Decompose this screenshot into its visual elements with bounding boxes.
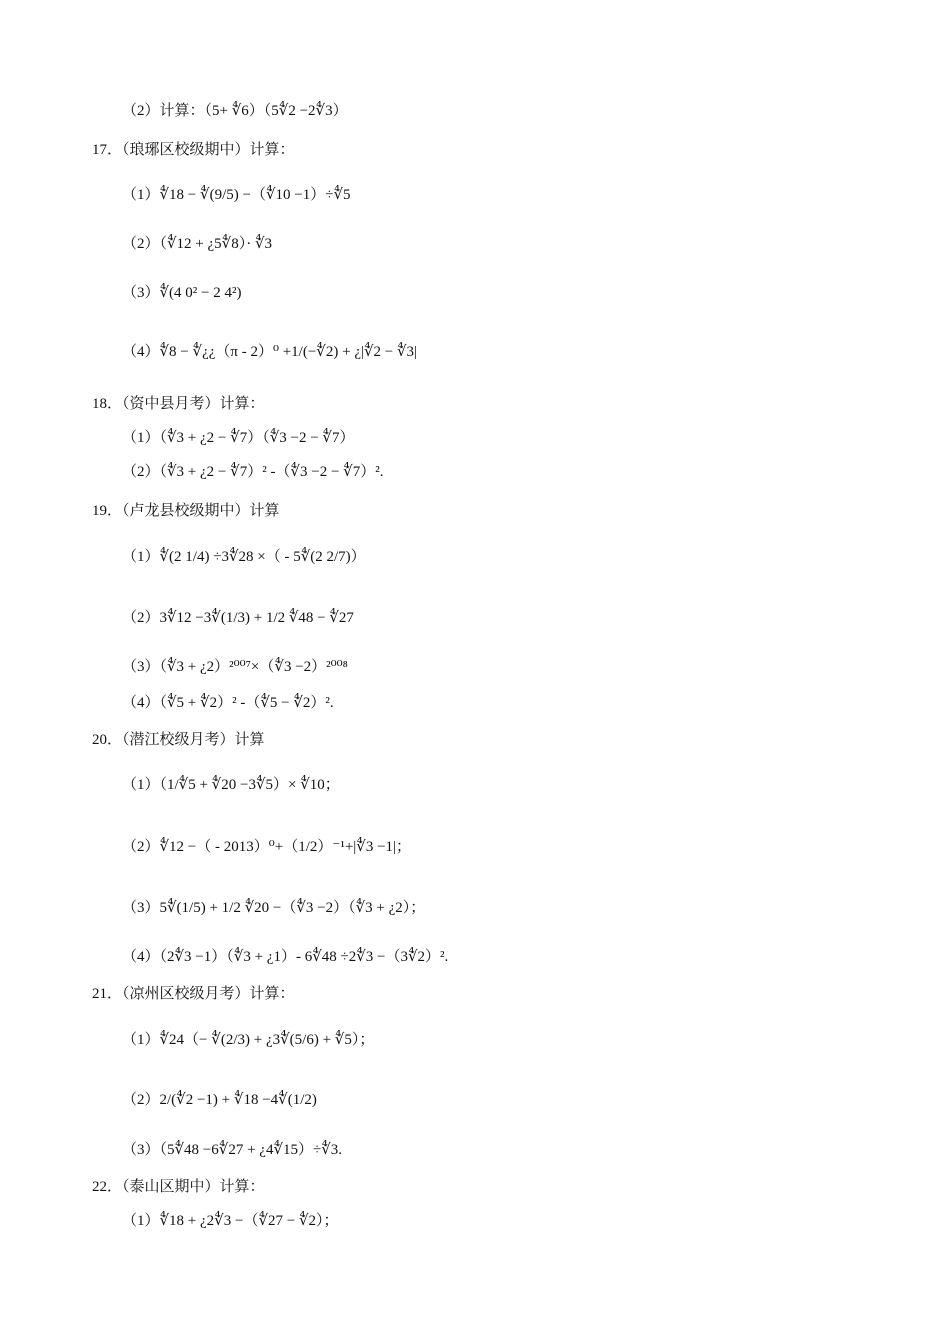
sub-problem: （1）∜18 + ¿2∜3 −（∜27 − ∜2）； [122, 1213, 339, 1229]
sub-problem: （2）3∜12 −3∜(1/3) + 1/2 ∜48 − ∜27 [122, 610, 354, 626]
sub-problem: （1）（∜3 + ¿2 − ∜7）（∜3 −2 − ∜7） [122, 430, 355, 446]
problem-heading: 20．（潜江校级月考）计算 [92, 732, 265, 748]
sub-problem: （1）∜(2 1/4) ÷3∜28 ×（ - 5∜(2 2/7)） [122, 549, 366, 565]
sub-problem: （1）∜24（− ∜(2/3) + ¿3∜(5/6) + ∜5）； [122, 1032, 375, 1048]
sub-problem: （3）（5∜48 −6∜27 + ¿4∜15）÷∜3. [122, 1142, 343, 1158]
sub-problem: （2）计算：（5+ ∜6）（5∜2 −2∜3） [122, 103, 348, 119]
sub-problem: （4）（2∜3 −1）（∜3 + ¿1）- 6∜48 ÷2∜3 −（3∜2）². [122, 949, 449, 965]
problem-heading: 22．（泰山区期中）计算： [92, 1179, 265, 1195]
sub-problem: （4）（∜5 + ∜2）² -（∜5 − ∜2）². [122, 695, 334, 711]
sub-problem: （2）（∜3 + ¿2 − ∜7）² -（∜3 −2 − ∜7）². [122, 464, 384, 480]
sub-problem: （3）（∜3 + ¿2）²⁰⁰⁷×（∜3 −2）²⁰⁰⁸ [122, 659, 348, 675]
sub-problem: （3）∜(4 0² − 2 4²) [122, 285, 242, 301]
sub-problem: （2）2/(∜2 −1) + ∜18 −4∜(1/2) [122, 1092, 317, 1108]
problem-heading: 19．（卢龙县校级期中）计算 [92, 503, 280, 519]
sub-problem: （2）（∜12 + ¿5∜8）· ∜3 [122, 236, 273, 252]
sub-problem: （1）∜18 − ∜(9/5) −（∜10 −1）÷∜5 [122, 187, 351, 203]
problem-heading: 18．（资中县月考）计算： [92, 396, 265, 412]
problem-heading: 21．（凉州区校级月考）计算： [92, 986, 295, 1002]
problem-heading: 17．（琅琊区校级期中）计算： [92, 142, 295, 158]
sub-problem: （1）（1/∜5 + ∜20 −3∜5）× ∜10； [122, 777, 340, 793]
sub-problem: （4）∜8 − ∜¿¿（π - 2）⁰ +1/(−∜2) + ¿|∜2 − ∜3| [122, 344, 418, 360]
sub-problem: （3）5∜(1/5) + 1/2 ∜20 −（∜3 −2）（∜3 + ¿2）； [122, 900, 426, 916]
sub-problem: （2）∜12 −（ - 2013）⁰+（1/2）⁻¹+|∜3 −1|； [122, 839, 412, 855]
